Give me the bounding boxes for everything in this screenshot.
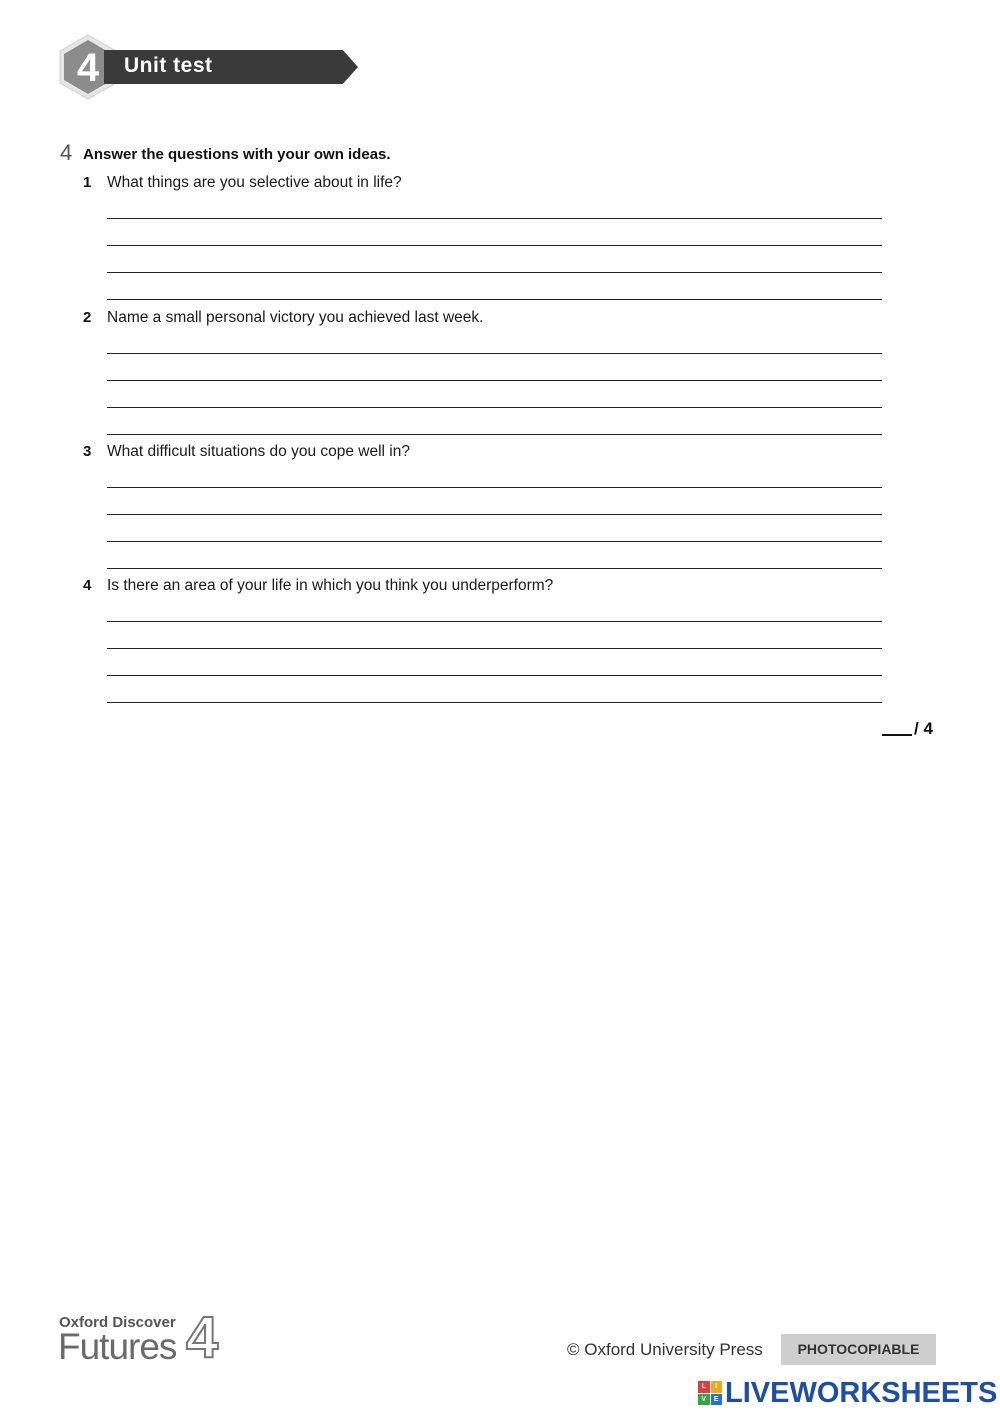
question-number-4: 4 xyxy=(83,577,92,594)
answer-line-1-3[interactable] xyxy=(107,254,882,273)
brand-title: Futures xyxy=(58,1326,177,1367)
answer-line-3-4[interactable] xyxy=(107,550,882,569)
answer-line-1-2[interactable] xyxy=(107,227,882,246)
unit-title: Unit test xyxy=(124,54,213,77)
question-text-3: What difficult situations do you cope well in? xyxy=(107,443,410,460)
score-blank[interactable] xyxy=(882,720,912,736)
photocopiable-label: PHOTOCOPIABLE xyxy=(781,1334,936,1365)
answer-line-2-2[interactable] xyxy=(107,362,882,381)
liveworksheets-icon: L I V E xyxy=(698,1381,722,1405)
answer-line-1-1[interactable] xyxy=(107,200,882,219)
answer-line-3-3[interactable] xyxy=(107,523,882,542)
answer-line-2-3[interactable] xyxy=(107,389,882,408)
copyright-notice: © Oxford University Press xyxy=(567,1340,763,1359)
exercise-instruction: Answer the questions with your own ideas. xyxy=(83,146,391,163)
question-text-1: What things are you selective about in life? xyxy=(107,174,402,191)
answer-line-1-4[interactable] xyxy=(107,281,882,300)
answer-line-2-1[interactable] xyxy=(107,335,882,354)
brand-level-number: 4 xyxy=(186,1305,219,1370)
liveworksheets-text: LIVEWORKSHEETS xyxy=(725,1377,998,1409)
score-total: / 4 xyxy=(914,719,933,738)
liveworksheets-watermark xyxy=(698,1378,997,1408)
question-number-3: 3 xyxy=(83,443,92,460)
answer-line-4-3[interactable] xyxy=(107,657,882,676)
unit-number: 4 xyxy=(76,46,100,90)
brand-series-name: Oxford Discover xyxy=(59,1314,176,1331)
answer-line-4-4[interactable] xyxy=(107,684,882,703)
answer-line-3-1[interactable] xyxy=(107,469,882,488)
score-box xyxy=(882,718,933,740)
question-number-1: 1 xyxy=(83,174,92,191)
answer-line-4-1[interactable] xyxy=(107,603,882,622)
question-text-4: Is there an area of your life in which you think you underperform? xyxy=(107,577,554,594)
answer-line-3-2[interactable] xyxy=(107,496,882,515)
question-text-2: Name a small personal victory you achieved last week. xyxy=(107,309,484,326)
answer-line-2-4[interactable] xyxy=(107,416,882,435)
answer-line-4-2[interactable] xyxy=(107,630,882,649)
exercise-number: 4 xyxy=(60,140,73,165)
question-number-2: 2 xyxy=(83,309,92,326)
